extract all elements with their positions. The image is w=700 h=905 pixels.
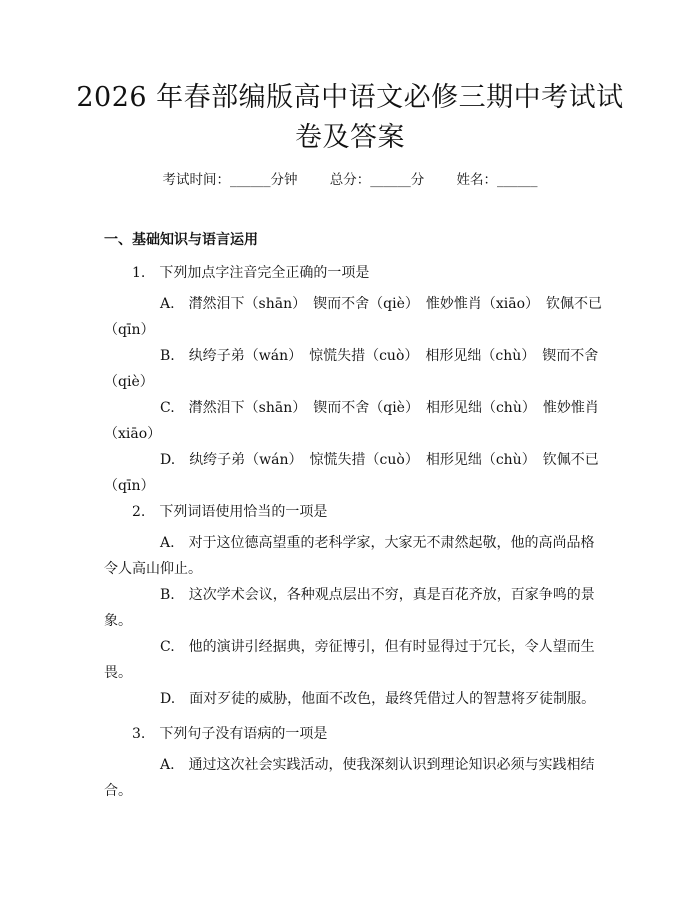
option-label: C. [160, 400, 175, 416]
student-name: 姓名：______ [456, 172, 538, 188]
exam-total-score: 总分：______分 [329, 172, 425, 188]
option-d [104, 447, 602, 499]
option-c [104, 634, 602, 686]
option-text: 通过这次社会实践活动，使我深刻认识到理论知识必须与实践相结合。 [104, 757, 595, 799]
option-a [104, 291, 602, 343]
option-text: 这次学术会议，各种观点层出不穷，真是百花齐放，百家争鸣的景象。 [104, 587, 595, 629]
document-title [70, 78, 630, 158]
option-text: 纨绔子弟（wán） 惊慌失措（cuò） 相形见绌（chù） 锲而不舍（qiè） [104, 348, 599, 390]
option-label: B. [160, 348, 175, 364]
option-label: A. [160, 535, 175, 551]
question-stem: 2. 下列词语使用恰当的一项是 [132, 504, 328, 520]
exam-time: 考试时间：______分钟 [162, 172, 298, 188]
option-label: D. [160, 691, 176, 707]
option-text: 潸然泪下（shān） 锲而不舍（qiè） 惟妙惟肖（xiāo） 钦佩不已（qīn） [104, 296, 602, 338]
option-b [104, 343, 602, 395]
option-d [104, 686, 602, 712]
option-a [104, 752, 602, 804]
option-text: 纨绔子弟（wán） 惊慌失措（cuò） 相形见绌（chù） 钦佩不已（qīn） [104, 452, 599, 494]
option-text: 潸然泪下（shān） 锲而不舍（qiè） 相形见绌（chù） 惟妙惟肖（xiāo） [104, 400, 599, 442]
section-heading: 一、基础知识与语言运用 [104, 232, 258, 248]
option-a [104, 530, 602, 582]
title-line-2: 卷及答案 [295, 122, 405, 153]
exam-meta [0, 168, 700, 188]
title-line-1: 2026 年春部编版高中语文必修三期中考试试 [76, 82, 624, 113]
option-label: A. [160, 757, 175, 773]
option-c [104, 395, 602, 447]
option-text: 他的演讲引经据典，旁征博引，但有时显得过于冗长，令人望而生畏。 [104, 639, 595, 681]
option-label: A. [160, 296, 175, 312]
option-label: C. [160, 639, 175, 655]
option-text: 面对歹徒的威胁，他面不改色，最终凭借过人的智慧将歹徒制服。 [189, 691, 596, 707]
option-b [104, 582, 602, 634]
question-stem: 1. 下列加点字注音完全正确的一项是 [132, 265, 370, 281]
option-label: D. [160, 452, 176, 468]
question-stem: 3. 下列句子没有语病的一项是 [132, 726, 328, 742]
option-text: 对于这位德高望重的老科学家，大家无不肃然起敬，他的高尚品格令人高山仰止。 [104, 535, 595, 577]
option-label: B. [160, 587, 175, 603]
